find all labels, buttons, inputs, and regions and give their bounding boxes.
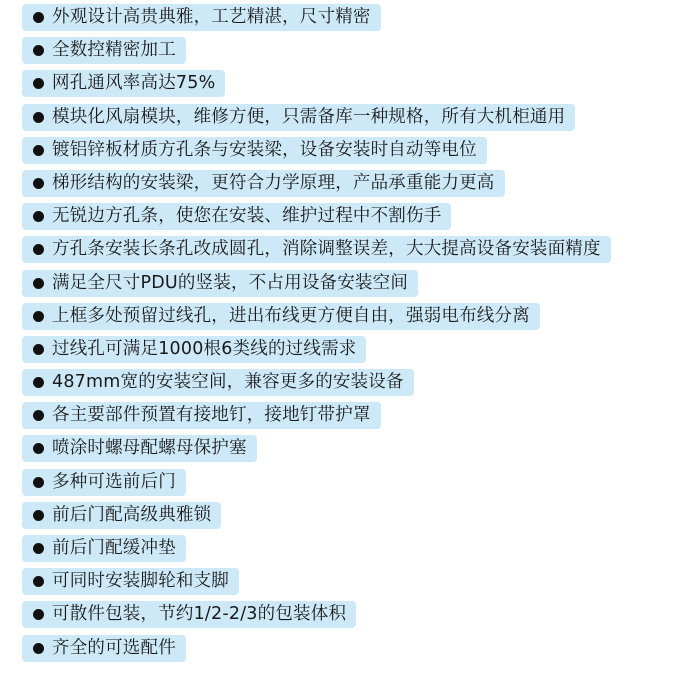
feature-item bbox=[22, 303, 540, 330]
feature-item bbox=[22, 137, 487, 164]
bullet-icon bbox=[33, 443, 44, 454]
feature-text: 各主要部件预置有接地钉，接地钉带护罩 bbox=[52, 405, 371, 426]
bullet-icon bbox=[33, 45, 44, 56]
feature-item bbox=[22, 336, 366, 363]
feature-item bbox=[22, 601, 356, 628]
bullet-icon bbox=[33, 12, 44, 23]
feature-text: 上框多处预留过线孔，进出布线更方便自由，强弱电布线分离 bbox=[52, 305, 530, 326]
feature-text: 网孔通风率高达75% bbox=[52, 73, 216, 94]
feature-text: 外观设计高贵典雅，工艺精湛，尺寸精密 bbox=[52, 7, 371, 27]
feature-text: 过线孔可满足1000根6类线的过线需求 bbox=[52, 338, 357, 359]
feature-item bbox=[22, 4, 381, 31]
bullet-icon bbox=[33, 410, 44, 421]
feature-text: 方孔条安装长条孔改成圆孔，消除调整误差，大大提高设备安装面精度 bbox=[52, 239, 601, 260]
feature-item bbox=[22, 369, 414, 396]
feature-item bbox=[22, 568, 239, 595]
feature-item bbox=[22, 236, 611, 263]
feature-text: 多种可选前后门 bbox=[52, 471, 176, 492]
bullet-icon bbox=[33, 178, 44, 189]
bullet-icon bbox=[33, 576, 44, 587]
feature-item bbox=[22, 203, 451, 230]
feature-list bbox=[22, 4, 692, 668]
feature-text: 喷涂时螺母配螺母保护塞 bbox=[52, 438, 247, 459]
feature-text: 可散件包装，节约1/2-2/3的包装体积 bbox=[52, 604, 347, 625]
feature-item bbox=[22, 635, 186, 662]
feature-text: 可同时安装脚轮和支脚 bbox=[52, 571, 229, 592]
bullet-icon bbox=[33, 211, 44, 222]
feature-text: 前后门配缓冲垫 bbox=[52, 538, 176, 558]
bullet-icon bbox=[33, 112, 44, 123]
feature-text: 前后门配高级典雅锁 bbox=[52, 504, 212, 525]
feature-text: 无锐边方孔条，使您在安装、维护过程中不割伤手 bbox=[52, 206, 442, 227]
feature-text: 齐全的可选配件 bbox=[52, 637, 176, 658]
bullet-icon bbox=[33, 543, 44, 554]
feature-item bbox=[22, 535, 186, 562]
feature-item bbox=[22, 469, 186, 496]
feature-item bbox=[22, 402, 381, 429]
bullet-icon bbox=[33, 278, 44, 289]
feature-item bbox=[22, 270, 418, 297]
feature-item bbox=[22, 502, 221, 529]
feature-text: 梯形结构的安装梁，更符合力学原理，产品承重能力更高 bbox=[52, 172, 495, 193]
feature-item bbox=[22, 435, 257, 462]
feature-text: 模块化风扇模块，维修方便，只需备库一种规格，所有大机柜通用 bbox=[52, 106, 566, 127]
bullet-icon bbox=[33, 609, 44, 620]
bullet-icon bbox=[33, 510, 44, 521]
feature-item bbox=[22, 170, 505, 197]
bullet-icon bbox=[33, 78, 44, 89]
feature-item bbox=[22, 37, 186, 64]
bullet-icon bbox=[33, 344, 44, 355]
feature-item bbox=[22, 104, 575, 131]
feature-text: 满足全尺寸PDU的竖装，不占用设备安装空间 bbox=[52, 272, 409, 293]
bullet-icon bbox=[33, 643, 44, 654]
bullet-icon bbox=[33, 145, 44, 156]
bullet-icon bbox=[33, 244, 44, 255]
feature-item bbox=[22, 70, 225, 97]
feature-text: 镀铝锌板材质方孔条与安装梁，设备安装时自动等电位 bbox=[52, 139, 477, 160]
feature-text: 全数控精密加工 bbox=[52, 40, 176, 61]
bullet-icon bbox=[33, 311, 44, 322]
feature-text: 487mm宽的安装空间，兼容更多的安装设备 bbox=[52, 372, 404, 393]
bullet-icon bbox=[33, 377, 44, 388]
bullet-icon bbox=[33, 477, 44, 488]
